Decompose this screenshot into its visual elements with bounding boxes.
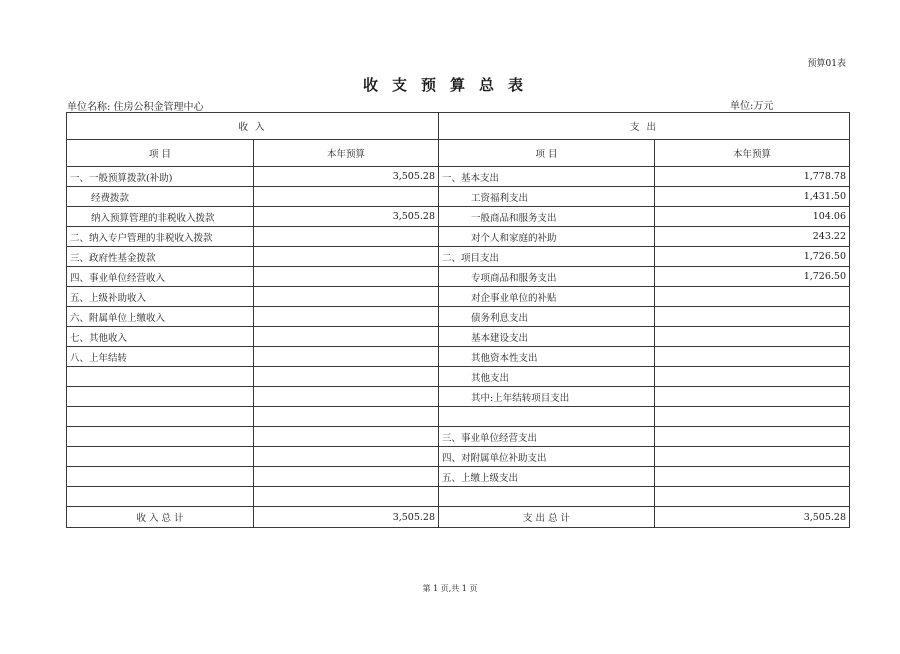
income-value-cell — [254, 387, 439, 407]
expense-value-cell — [655, 287, 850, 307]
page-title: 收支预算总表 — [362, 76, 537, 94]
table-row — [67, 267, 850, 287]
income-item-cell: 一、一般预算拨款(补助) — [67, 167, 254, 187]
income-value-cell: 3,505.28 — [254, 167, 439, 187]
expense-item-cell: 一般商品和服务支出 — [439, 207, 655, 227]
expense-item-cell: 对个人和家庭的补助 — [439, 227, 655, 247]
expense-section-header: 支 出 — [439, 113, 850, 140]
expense-item-header: 项 目 — [439, 140, 655, 167]
income-item-cell: 七、其他收入 — [67, 327, 254, 347]
income-value-cell — [254, 187, 439, 207]
expense-value-cell — [655, 367, 850, 387]
income-item-header: 项 目 — [67, 140, 254, 167]
unit-name: 单位名称: 住房公积金管理中心 — [67, 102, 204, 113]
income-item-cell: 四、事业单位经营收入 — [67, 267, 254, 287]
expense-value-cell: 1,726.50 — [655, 247, 850, 267]
income-value-cell — [254, 467, 439, 487]
expense-value-cell: 104.06 — [655, 207, 850, 227]
form-code: 预算01表 — [807, 59, 846, 69]
table-row — [67, 407, 850, 427]
income-total-value: 3,505.28 — [254, 507, 439, 528]
table-row — [67, 427, 850, 447]
expense-item-cell: 对企事业单位的补贴 — [439, 287, 655, 307]
income-total-label: 收 入 总 计 — [67, 507, 254, 528]
table-row — [67, 207, 850, 227]
expense-total-value: 3,505.28 — [655, 507, 850, 528]
table-row — [67, 307, 850, 327]
expense-item-cell: 五、上缴上级支出 — [439, 467, 655, 487]
table-row — [67, 327, 850, 347]
expense-value-cell — [655, 487, 850, 507]
income-item-cell — [67, 427, 254, 447]
income-item-cell — [67, 487, 254, 507]
income-value-cell — [254, 287, 439, 307]
table-row — [67, 447, 850, 467]
income-value-cell: 3,505.28 — [254, 207, 439, 227]
expense-value-cell — [655, 447, 850, 467]
expense-value-cell: 1,778.78 — [655, 167, 850, 187]
expense-budget-header: 本年预算 — [655, 140, 850, 167]
expense-item-cell — [439, 487, 655, 507]
table-row — [67, 387, 850, 407]
income-item-cell — [67, 407, 254, 427]
income-item-cell: 经费拨款 — [67, 187, 254, 207]
expense-value-cell: 243.22 — [655, 227, 850, 247]
expense-value-cell — [655, 387, 850, 407]
income-value-cell — [254, 227, 439, 247]
table-row — [67, 487, 850, 507]
expense-item-cell: 其他支出 — [439, 367, 655, 387]
expense-value-cell: 1,726.50 — [655, 267, 850, 287]
income-budget-header: 本年预算 — [254, 140, 439, 167]
income-item-cell — [67, 447, 254, 467]
expense-value-cell — [655, 407, 850, 427]
table-row — [67, 467, 850, 487]
expense-value-cell: 1,431.50 — [655, 187, 850, 207]
income-value-cell — [254, 247, 439, 267]
income-value-cell — [254, 327, 439, 347]
expense-item-cell: 四、对附属单位补助支出 — [439, 447, 655, 467]
page-footer: 第 1 页,共 1 页 — [422, 584, 478, 593]
income-section-header: 收 入 — [67, 113, 439, 140]
expense-item-cell: 工资福利支出 — [439, 187, 655, 207]
income-item-cell: 五、上级补助收入 — [67, 287, 254, 307]
income-item-cell: 二、纳入专户管理的非税收入拨款 — [67, 227, 254, 247]
expense-item-cell: 三、事业单位经营支出 — [439, 427, 655, 447]
expense-value-cell — [655, 347, 850, 367]
table-row — [67, 227, 850, 247]
income-value-cell — [254, 487, 439, 507]
income-item-cell — [67, 387, 254, 407]
income-value-cell — [254, 447, 439, 467]
table-row — [67, 287, 850, 307]
income-value-cell — [254, 427, 439, 447]
unit-label: 单位:万元 — [730, 101, 774, 112]
table-row — [67, 367, 850, 387]
income-value-cell — [254, 267, 439, 287]
expense-item-cell: 专项商品和服务支出 — [439, 267, 655, 287]
income-item-cell: 三、政府性基金拨款 — [67, 247, 254, 267]
income-item-cell: 纳入预算管理的非税收入拨款 — [67, 207, 254, 227]
expense-value-cell — [655, 467, 850, 487]
header-row-sections — [67, 113, 850, 140]
table-row — [67, 247, 850, 267]
income-value-cell — [254, 307, 439, 327]
expense-item-cell: 债务利息支出 — [439, 307, 655, 327]
budget-table — [66, 112, 850, 528]
income-item-cell: 八、上年结转 — [67, 347, 254, 367]
table-row — [67, 187, 850, 207]
expense-item-cell: 二、项目支出 — [439, 247, 655, 267]
table-row — [67, 167, 850, 187]
table-row — [67, 347, 850, 367]
header-row-columns — [67, 140, 850, 167]
income-item-cell — [67, 467, 254, 487]
income-value-cell — [254, 367, 439, 387]
total-row — [67, 507, 850, 528]
expense-item-cell: 其他资本性支出 — [439, 347, 655, 367]
income-value-cell — [254, 347, 439, 367]
expense-value-cell — [655, 307, 850, 327]
expense-item-cell: 基本建设支出 — [439, 327, 655, 347]
income-item-cell — [67, 367, 254, 387]
expense-item-cell: 一、基本支出 — [439, 167, 655, 187]
expense-item-cell: 其中:上年结转项目支出 — [439, 387, 655, 407]
expense-total-label: 支 出 总 计 — [439, 507, 655, 528]
income-item-cell: 六、附属单位上缴收入 — [67, 307, 254, 327]
expense-item-cell — [439, 407, 655, 427]
expense-value-cell — [655, 327, 850, 347]
expense-value-cell — [655, 427, 850, 447]
income-value-cell — [254, 407, 439, 427]
